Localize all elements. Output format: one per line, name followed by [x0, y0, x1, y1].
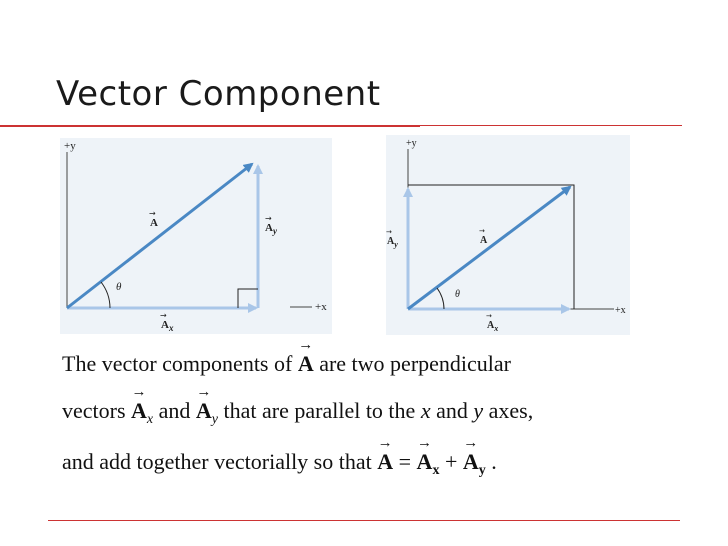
y-axis-label: +y	[406, 138, 417, 149]
angle-label: θ	[116, 281, 122, 293]
vector-a: → A	[298, 351, 314, 377]
diagram-right	[386, 135, 630, 335]
vector-a-arrow	[408, 187, 570, 309]
y-component-label-arrow: →	[386, 228, 392, 236]
x-component-label-arrow: →	[160, 311, 167, 320]
right-angle-marker	[238, 289, 258, 308]
diagram-right-panel	[386, 135, 630, 335]
y-component-label-arrow: →	[265, 214, 272, 223]
x-component-label-arrow: →	[486, 312, 492, 320]
text-line-3: and add together vectorially so that → A = → $A_x$ + → $A_y$ .	[62, 449, 497, 479]
vector-ax-sum: → A	[417, 449, 433, 475]
y-component-label: $A_y$	[265, 222, 277, 236]
diagram-left-panel	[60, 138, 332, 334]
vector-a-label-arrow: →	[149, 209, 156, 218]
vector-a-label: A	[480, 235, 488, 246]
angle-label: θ	[455, 289, 460, 300]
text-line-1: The vector components of → A are two perpendicular	[62, 351, 511, 377]
x-component-label: $A_x$	[161, 319, 174, 333]
vector-a-label: A	[150, 217, 158, 229]
x-axis-label: +x	[615, 305, 626, 316]
bottom-divider	[48, 520, 680, 521]
title-divider-left	[0, 125, 420, 127]
text-line-2: vectors → $A_x$ and → $A_y$ that are parallel to the x and y axes,	[62, 398, 533, 428]
vector-a-arrow	[67, 164, 252, 308]
vector-a-sum: → A	[377, 449, 393, 475]
angle-arc	[437, 288, 444, 309]
slide-title: Vector Component	[56, 74, 381, 114]
title-divider-right	[420, 125, 682, 126]
vector-ay: → A	[196, 398, 212, 424]
vector-ay-sum: → A	[463, 449, 479, 475]
x-axis-label: +x	[315, 301, 327, 313]
y-axis-label: +y	[64, 140, 76, 152]
angle-arc	[101, 282, 110, 308]
vector-ax: → A	[131, 398, 147, 424]
x-component-label: $A_x$	[487, 320, 499, 333]
vector-a-label-arrow: →	[479, 227, 485, 235]
diagram-left	[60, 138, 332, 334]
y-component-label: $A_y$	[387, 236, 398, 249]
